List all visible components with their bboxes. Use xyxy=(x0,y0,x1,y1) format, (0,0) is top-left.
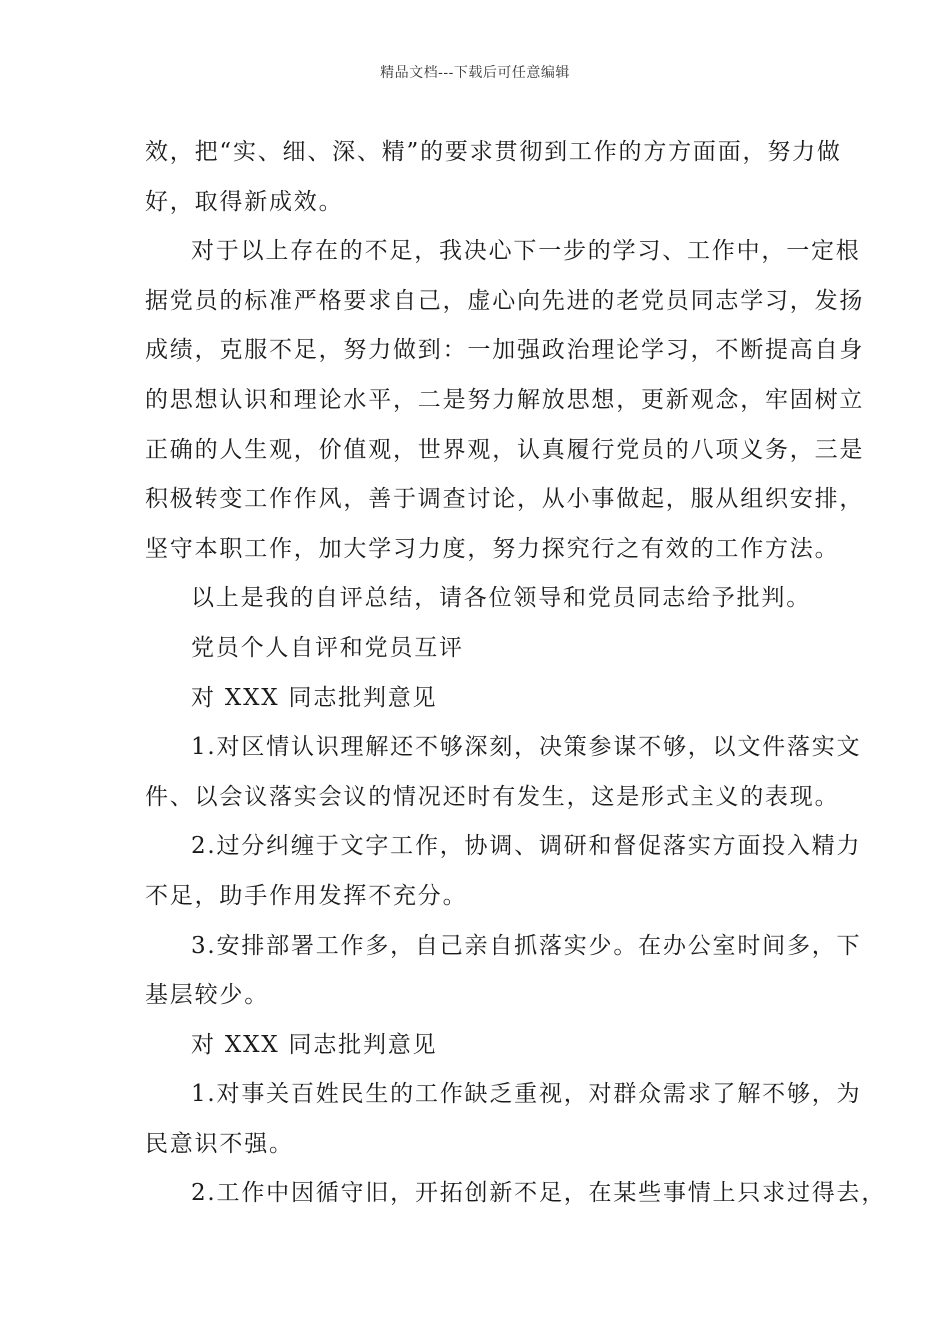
text-line: 对 XXX 同志批判意见 xyxy=(191,1031,438,1058)
text-line: 件、以会议落实会议的情况还时有发生，这是形式主义的表现。 xyxy=(145,783,840,810)
text-line: 2.工作中因循守旧，开拓创新不足，在某些事情上只求过得去， xyxy=(191,1180,887,1207)
paragraph xyxy=(145,822,862,921)
text-line: 对于以上存在的不足，我决心下一步的学习、工作中，一定根 xyxy=(191,238,861,265)
text-line: 党员个人自评和党员互评 xyxy=(191,634,464,661)
paragraph xyxy=(145,128,842,227)
paragraph xyxy=(145,723,862,822)
text-line: 的思想认识和理论水平，二是努力解放思想，更新观念，牢固树立 xyxy=(145,386,865,413)
page-header: 精品文档---下载后可任意编辑 xyxy=(380,65,570,81)
text-line: 以上是我的自评总结，请各位领导和党员同志给予批判。 xyxy=(191,585,811,612)
text-line: 民意识不强。 xyxy=(145,1130,294,1157)
text-line: 1.对事关百姓民生的工作缺乏重视，对群众需求了解不够，为 xyxy=(191,1081,862,1108)
text-line: 正确的人生观，价值观，世界观，认真履行党员的八项义务，三是 xyxy=(145,436,865,463)
subsection-title xyxy=(145,1021,810,1071)
text-line: 好，取得新成效。 xyxy=(145,188,344,215)
text-line: 3.安排部署工作多，自己亲自抓落实少。在办公室时间多，下 xyxy=(191,932,862,959)
text-line: 效，把“实、细、深、精”的要求贯彻到工作的方方面面，努力做 xyxy=(145,139,842,165)
paragraph xyxy=(145,1070,862,1169)
text-line: 2.过分纠缠于文字工作，协调、调研和督促落实方面投入精力 xyxy=(191,833,862,860)
text-line: 基层较少。 xyxy=(145,982,269,1009)
text-line: 不足，助手作用发挥不充分。 xyxy=(145,882,468,909)
paragraph xyxy=(145,227,865,574)
text-line: 据党员的标准严格要求自己，虚心向先进的老党员同志学习，发扬 xyxy=(145,287,865,314)
section-title xyxy=(145,624,810,674)
paragraph xyxy=(145,574,810,624)
paragraph xyxy=(145,922,862,1021)
text-line: 成绩，克服不足，努力做到：一加强政治理论学习，不断提高自身 xyxy=(145,337,865,364)
text-line: 1.对区情认识理解还不够深刻，决策参谋不够，以文件落实文 xyxy=(191,734,862,761)
subsection-title xyxy=(145,674,810,724)
document-body xyxy=(145,128,887,1219)
paragraph xyxy=(145,1169,887,1219)
text-line: 积极转变工作作风，善于调查讨论，从小事做起，服从组织安排， xyxy=(145,486,865,513)
text-line: 坚守本职工作，加大学习力度，努力探究行之有效的工作方法。 xyxy=(145,535,840,562)
text-line: 对 XXX 同志批判意见 xyxy=(191,684,438,711)
